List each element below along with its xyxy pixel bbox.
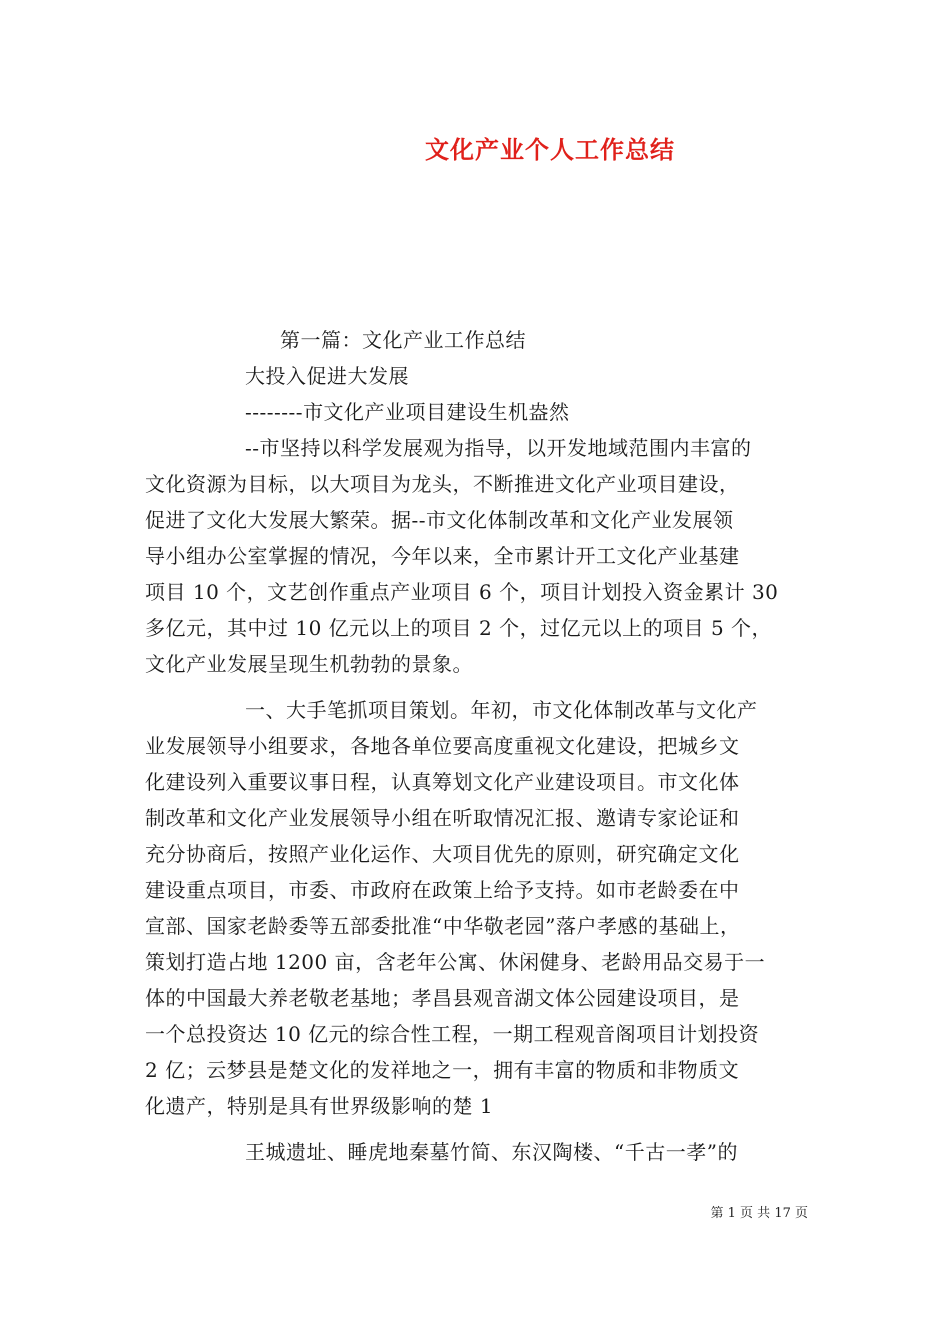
body-line: 项目 10 个，文艺创作重点产业项目 6 个，项目计划投入资金累计 30: [145, 580, 779, 604]
body-line: 一、大手笔抓项目策划。年初，市文化体制改革与文化产: [245, 698, 758, 722]
body-line: 充分协商后，按照产业化运作、大项目优先的原则，研究确定文化: [145, 842, 740, 866]
body-line: 一个总投资达 10 亿元的综合性工程，一期工程观音阁项目计划投资: [145, 1022, 760, 1046]
body-line: 促进了文化大发展大繁荣。据--市文化体制改革和文化产业发展领: [145, 508, 734, 532]
body-line: 体的中国最大养老敬老基地；孝昌县观音湖文体公园建设项目，是: [145, 986, 740, 1010]
body-line: 2 亿；云梦县是楚文化的发祥地之一，拥有丰富的物质和非物质文: [145, 1058, 740, 1082]
page-number-footer: 第 1 页 共 17 页: [710, 1206, 808, 1221]
body-line: 业发展领导小组要求，各地各单位要高度重视文化建设，把城乡文: [145, 734, 740, 758]
body-line: 文化产业发展呈现生机勃勃的景象。: [145, 652, 473, 676]
body-line: 王城遗址、睡虎地秦墓竹简、东汉陶楼、“千古一孝”的: [245, 1140, 738, 1164]
body-line: 导小组办公室掌握的情况，今年以来，全市累计开工文化产业基建: [145, 544, 740, 568]
body-line: 建设重点项目，市委、市政府在政策上给予支持。如市老龄委在中: [145, 878, 740, 902]
body-line: --市坚持以科学发展观为指导，以开发地域范围内丰富的: [245, 436, 752, 460]
body-line: 文化资源为目标，以大项目为龙头，不断推进文化产业项目建设，: [145, 472, 740, 496]
body-line: 化遗产，特别是具有世界级影响的楚 1: [145, 1094, 494, 1118]
body-line: 多亿元，其中过 10 亿元以上的项目 2 个，过亿元以上的项目 5 个，: [145, 616, 773, 640]
body-line: 化建设列入重要议事日程，认真筹划文化产业建设项目。市文化体: [145, 770, 740, 794]
document-title: 文化产业个人工作总结: [425, 136, 675, 164]
body-line: 宣部、国家老龄委等五部委批准“中华敬老园”落户孝感的基础上，: [145, 914, 741, 938]
section-heading: 第一篇：文化产业工作总结: [280, 328, 526, 352]
subtitle-line: 大投入促进大发展: [245, 364, 409, 388]
body-line: 策划打造占地 1200 亩，含老年公寓、休闲健身、老龄用品交易于一: [145, 950, 766, 974]
body-line: 制改革和文化产业发展领导小组在听取情况汇报、邀请专家论证和: [145, 806, 740, 830]
subtitle-line: --------市文化产业项目建设生机盎然: [245, 400, 570, 424]
